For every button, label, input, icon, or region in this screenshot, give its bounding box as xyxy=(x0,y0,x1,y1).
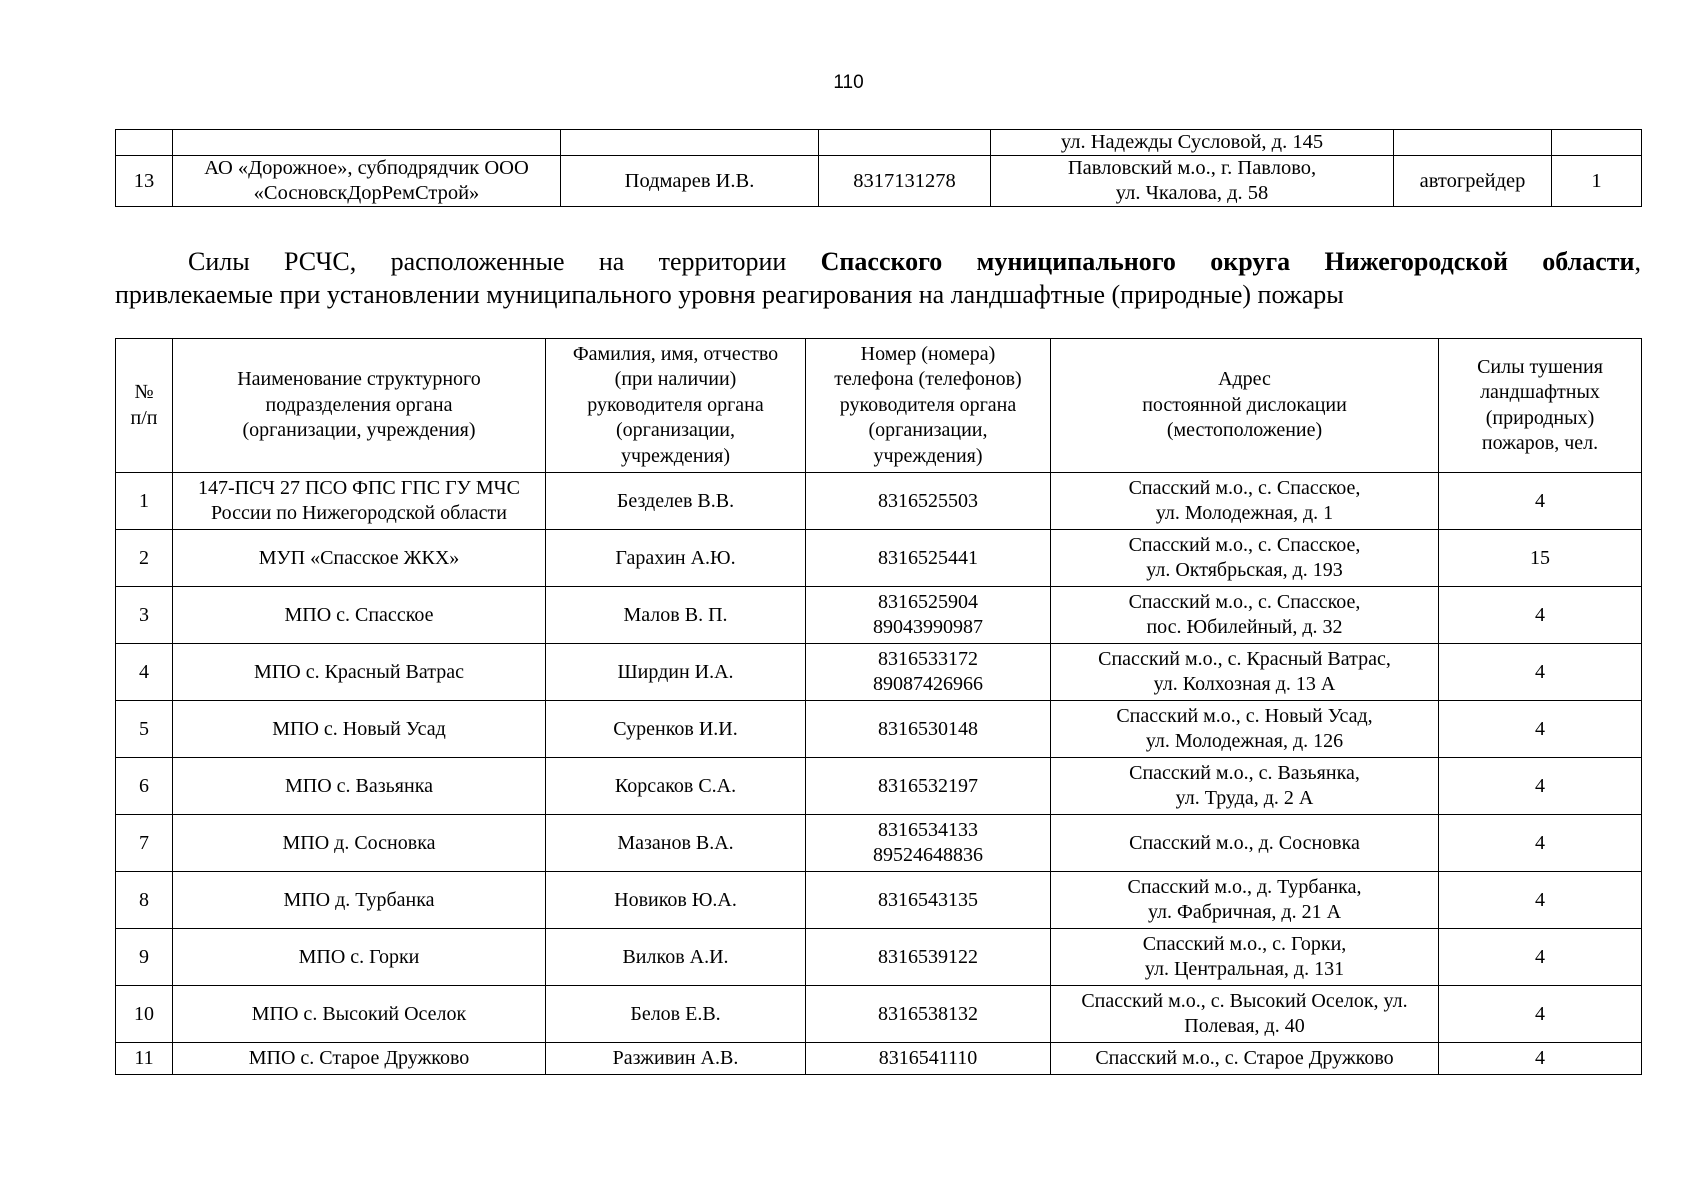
forces-count-line: 4 xyxy=(1535,603,1545,626)
header-phone-line: учреждения) xyxy=(873,444,983,467)
header-address-line: (местоположение) xyxy=(1166,419,1323,442)
forces-count-line: 4 xyxy=(1535,831,1545,854)
organization-line: МПО с. Высокий Оселок xyxy=(251,1002,467,1025)
head-name xyxy=(546,929,806,986)
address-line: ул. Труда, д. 2 А xyxy=(1175,787,1314,809)
organization-line: МПО с. Красный Ватрас xyxy=(254,660,464,683)
table-row xyxy=(116,530,1642,587)
row-number-line: 8 xyxy=(139,888,149,911)
row-number-line: 13 xyxy=(133,169,155,192)
table-row xyxy=(116,587,1642,644)
phone xyxy=(806,701,1051,758)
organization-line: 147-ПСЧ 27 ПСО ФПС ГПС ГУ МЧС xyxy=(198,477,520,499)
address xyxy=(1051,758,1439,815)
row-number xyxy=(116,701,173,758)
head-name-line: Разживин А.В. xyxy=(612,1047,739,1069)
header-number xyxy=(116,339,173,473)
table-row xyxy=(116,872,1642,929)
organization-line: МПО д. Турбанка xyxy=(283,888,435,911)
phone-line: 8316541110 xyxy=(878,1047,978,1069)
organization xyxy=(173,758,546,815)
address-line: Спасский м.о., д. Сосновка xyxy=(1129,831,1360,854)
header-address-line: Адрес xyxy=(1218,368,1271,391)
organization-line: МПО с. Горки xyxy=(298,945,420,968)
organization xyxy=(173,156,561,207)
table-row xyxy=(116,701,1642,758)
header-forces xyxy=(1439,339,1642,473)
continuation-table xyxy=(115,129,1642,207)
organization xyxy=(173,1043,546,1075)
forces-count xyxy=(1439,587,1642,644)
header-forces-line: Силы тушения xyxy=(1477,355,1603,378)
phone-line: 89043990987 xyxy=(873,616,983,638)
row-number xyxy=(116,644,173,701)
header-number-line: п/п xyxy=(130,406,158,429)
phone xyxy=(806,872,1051,929)
address-line: Спасский м.о., с. Красный Ватрас, xyxy=(1098,648,1391,670)
phone xyxy=(819,130,991,156)
head-name xyxy=(546,587,806,644)
forces-count-line: 4 xyxy=(1535,489,1545,512)
table-row xyxy=(116,473,1642,530)
phone xyxy=(806,473,1051,530)
header-head-name-line: (организации, xyxy=(615,419,736,442)
organization-line: МПО д. Сосновка xyxy=(282,831,436,854)
row-number-line: 7 xyxy=(139,831,149,854)
address xyxy=(1051,473,1439,530)
forces-count-line: 4 xyxy=(1535,888,1545,911)
address-line: ул. Октябрьская, д. 193 xyxy=(1146,559,1343,581)
address-line: Спасский м.о., с. Новый Усад, xyxy=(1116,705,1373,727)
organization-line: АО «Дорожное», субподрядчик ООО xyxy=(204,157,529,179)
address-line: Спасский м.о., с. Горки, xyxy=(1142,933,1347,955)
phone xyxy=(819,156,991,207)
phone-line: 8317131278 xyxy=(853,169,956,192)
row-number xyxy=(116,530,173,587)
header-organization-line: подразделения органа xyxy=(265,393,453,416)
organization-line: МУП «Спасское ЖКХ» xyxy=(258,546,460,569)
heading-region: Спасского муниципального округа Нижегородской области xyxy=(820,247,1635,276)
address-line: пос. Юбилейный, д. 32 xyxy=(1146,616,1343,638)
organization xyxy=(173,130,561,156)
row-number-line: 10 xyxy=(134,1002,154,1025)
address-line: ул. Фабричная, д. 21 А xyxy=(1147,901,1342,923)
organization xyxy=(173,644,546,701)
section-heading xyxy=(115,245,1641,311)
header-forces-line: пожаров, чел. xyxy=(1481,432,1599,454)
phone-line: 8316534133 xyxy=(878,819,978,841)
address xyxy=(1051,872,1439,929)
header-head-name-line: Фамилия, имя, отчество xyxy=(572,342,779,365)
row-number-line: 3 xyxy=(139,603,149,626)
equipment-count xyxy=(1552,156,1642,207)
forces-count xyxy=(1439,530,1642,587)
table-row xyxy=(116,758,1642,815)
forces-count xyxy=(1439,929,1642,986)
organization xyxy=(173,929,546,986)
phone xyxy=(806,1043,1051,1075)
address-line: Спасский м.о., с. Старое Дружково xyxy=(1095,1047,1394,1069)
forces-count xyxy=(1439,701,1642,758)
row-number xyxy=(116,473,173,530)
address xyxy=(991,156,1394,207)
row-number xyxy=(116,1043,173,1075)
phone xyxy=(806,530,1051,587)
header-address xyxy=(1051,339,1439,473)
header-head-name-line: (при наличии) xyxy=(614,368,737,391)
row-number xyxy=(116,130,173,156)
table-row xyxy=(116,1043,1642,1075)
equipment xyxy=(1394,130,1552,156)
head-name-line: Суренков И.И. xyxy=(613,717,738,740)
phone-line: 8316539122 xyxy=(878,945,978,968)
organization-line: МПО с. Старое Дружково xyxy=(248,1047,470,1069)
organization xyxy=(173,473,546,530)
forces-count xyxy=(1439,758,1642,815)
header-phone-line: (организации, xyxy=(868,419,988,442)
head-name-line: Вилков А.И. xyxy=(622,945,729,968)
head-name-line: Новиков Ю.А. xyxy=(614,888,737,911)
head-name xyxy=(546,473,806,530)
row-number-line: 2 xyxy=(139,546,149,569)
equipment xyxy=(1394,156,1552,207)
table-row xyxy=(116,156,1642,207)
header-phone xyxy=(806,339,1051,473)
head-name-line: Корсаков С.А. xyxy=(614,774,737,797)
header-address-line: постоянной дислокации xyxy=(1142,393,1347,416)
forces-count-line: 4 xyxy=(1535,1002,1545,1025)
head-name xyxy=(561,130,819,156)
phone xyxy=(806,929,1051,986)
head-name-line: Белов Е.В. xyxy=(630,1002,721,1025)
address-line: ул. Колхозная д. 13 А xyxy=(1153,673,1336,695)
table-row xyxy=(116,986,1642,1043)
address-line: Спасский м.о., с. Спасское, xyxy=(1128,477,1361,499)
heading-line-1: Силы РСЧС, расположенные на территории Спасского муниципального округа Нижегородской области, xyxy=(188,247,1641,276)
address xyxy=(1051,587,1439,644)
head-name-line: Малов В. П. xyxy=(623,603,728,626)
phone-line: 8316538132 xyxy=(878,1002,978,1025)
address xyxy=(991,130,1394,156)
phone xyxy=(806,587,1051,644)
organization-line: МПО с. Вазьянка xyxy=(285,774,433,797)
address-line: Спасский м.о., с. Спасское, xyxy=(1128,534,1361,556)
head-name-line: Безделев В.В. xyxy=(616,489,735,512)
row-number-line: 5 xyxy=(139,717,149,740)
header-number-line: № xyxy=(134,381,154,403)
phone xyxy=(806,644,1051,701)
address xyxy=(1051,815,1439,872)
head-name xyxy=(546,530,806,587)
organization xyxy=(173,986,546,1043)
forces-count xyxy=(1439,473,1642,530)
address-line: Спасский м.о., д. Турбанка, xyxy=(1127,876,1362,898)
organization xyxy=(173,815,546,872)
phone xyxy=(806,815,1051,872)
forces-count xyxy=(1439,815,1642,872)
phone-line: 8316525441 xyxy=(878,546,978,569)
phone-line: 8316525503 xyxy=(878,489,978,512)
header-organization xyxy=(173,339,546,473)
header-head-name xyxy=(546,339,806,473)
address-line: Полевая, д. 40 xyxy=(1184,1015,1305,1037)
header-organization-line: (организации, учреждения) xyxy=(242,419,476,442)
header-forces-line: ландшафтных xyxy=(1480,381,1600,403)
table-row xyxy=(116,929,1642,986)
head-name xyxy=(546,872,806,929)
forces-count-line: 15 xyxy=(1530,546,1550,569)
address-line: Спасский м.о., с. Спасское, xyxy=(1128,591,1361,613)
row-number-line: 11 xyxy=(134,1047,154,1069)
row-number xyxy=(116,929,173,986)
organization xyxy=(173,872,546,929)
row-number xyxy=(116,758,173,815)
organization-line: МПО с. Спасское xyxy=(284,603,434,626)
row-number-line: 6 xyxy=(139,774,149,797)
equipment-count xyxy=(1552,130,1642,156)
forces-count-line: 4 xyxy=(1535,774,1545,797)
address xyxy=(1051,644,1439,701)
address-line: ул. Центральная, д. 131 xyxy=(1144,958,1345,980)
head-name xyxy=(546,758,806,815)
address xyxy=(1051,530,1439,587)
header-phone-line: руководителя органа xyxy=(839,393,1017,416)
phone xyxy=(806,758,1051,815)
row-number xyxy=(116,872,173,929)
address-line: ул. Молодежная, д. 126 xyxy=(1145,730,1344,752)
header-head-name-line: руководителя органа xyxy=(587,393,764,416)
row-number-line: 9 xyxy=(139,945,149,968)
head-name xyxy=(546,701,806,758)
head-name xyxy=(546,815,806,872)
organization-line: «СосновскДорРемСтрой» xyxy=(253,182,480,204)
organization xyxy=(173,701,546,758)
organization xyxy=(173,587,546,644)
forces-count-line: 4 xyxy=(1535,717,1545,740)
forces-count xyxy=(1439,986,1642,1043)
header-phone-line: телефона (телефонов) xyxy=(834,368,1022,391)
table-row xyxy=(116,815,1642,872)
row-number xyxy=(116,986,173,1043)
phone-line: 8316533172 xyxy=(878,648,978,670)
row-number-line: 1 xyxy=(139,489,149,512)
phone-line: 8316530148 xyxy=(878,717,978,740)
forces-table xyxy=(115,338,1642,1075)
organization-line: МПО с. Новый Усад xyxy=(272,717,446,740)
header-forces-line: (природных) xyxy=(1485,406,1595,429)
forces-count xyxy=(1439,644,1642,701)
head-name xyxy=(561,156,819,207)
head-name xyxy=(546,644,806,701)
address-line: Спасский м.о., с. Высокий Оселок, ул. xyxy=(1081,990,1408,1012)
phone-line: 8316532197 xyxy=(878,774,978,797)
address xyxy=(1051,1043,1439,1075)
address-line: Павловский м.о., г. Павлово, xyxy=(1067,157,1317,179)
phone-line: 8316525904 xyxy=(878,591,978,613)
table-row xyxy=(116,130,1642,156)
phone-line: 89524648836 xyxy=(873,844,983,866)
head-name-line: Подмарев И.В. xyxy=(624,169,755,192)
row-number xyxy=(116,815,173,872)
address-line: ул. Чкалова, д. 58 xyxy=(1115,182,1269,204)
forces-count-line: 4 xyxy=(1535,660,1545,683)
row-number xyxy=(116,156,173,207)
address xyxy=(1051,986,1439,1043)
address-line: ул. Молодежная, д. 1 xyxy=(1155,502,1334,524)
head-name-line: Ширдин И.А. xyxy=(617,660,734,683)
head-name-line: Мазанов В.А. xyxy=(617,831,734,854)
equipment-count-line: 1 xyxy=(1591,169,1602,192)
head-name-line: Гарахин А.Ю. xyxy=(615,546,736,569)
head-name xyxy=(546,1043,806,1075)
forces-count-line: 4 xyxy=(1535,945,1545,968)
head-name xyxy=(546,986,806,1043)
forces-count xyxy=(1439,872,1642,929)
organization-line: России по Нижегородской области xyxy=(210,502,507,524)
header-phone-line: Номер (номера) xyxy=(860,342,996,365)
phone xyxy=(806,986,1051,1043)
forces-count xyxy=(1439,1043,1642,1075)
table-row xyxy=(116,644,1642,701)
header-head-name-line: учреждения) xyxy=(620,444,731,467)
heading-line-2: привлекаемые при установлении муниципального уровня реагирования на ландшафтные (природные) пожары xyxy=(115,280,1344,309)
row-number xyxy=(116,587,173,644)
equipment-line: автогрейдер xyxy=(1419,169,1526,192)
address xyxy=(1051,701,1439,758)
address-line: ул. Надежды Сусловой, д. 145 xyxy=(1060,131,1324,153)
organization xyxy=(173,530,546,587)
page-number: 110 xyxy=(833,72,864,93)
table-header-row xyxy=(116,339,1642,473)
address-line: Спасский м.о., с. Вазьянка, xyxy=(1129,762,1360,784)
phone-line: 8316543135 xyxy=(878,888,978,911)
row-number-line: 4 xyxy=(139,660,149,683)
header-organization-line: Наименование структурного xyxy=(237,368,481,391)
address xyxy=(1051,929,1439,986)
phone-line: 89087426966 xyxy=(873,673,983,695)
forces-count-line: 4 xyxy=(1535,1047,1545,1069)
